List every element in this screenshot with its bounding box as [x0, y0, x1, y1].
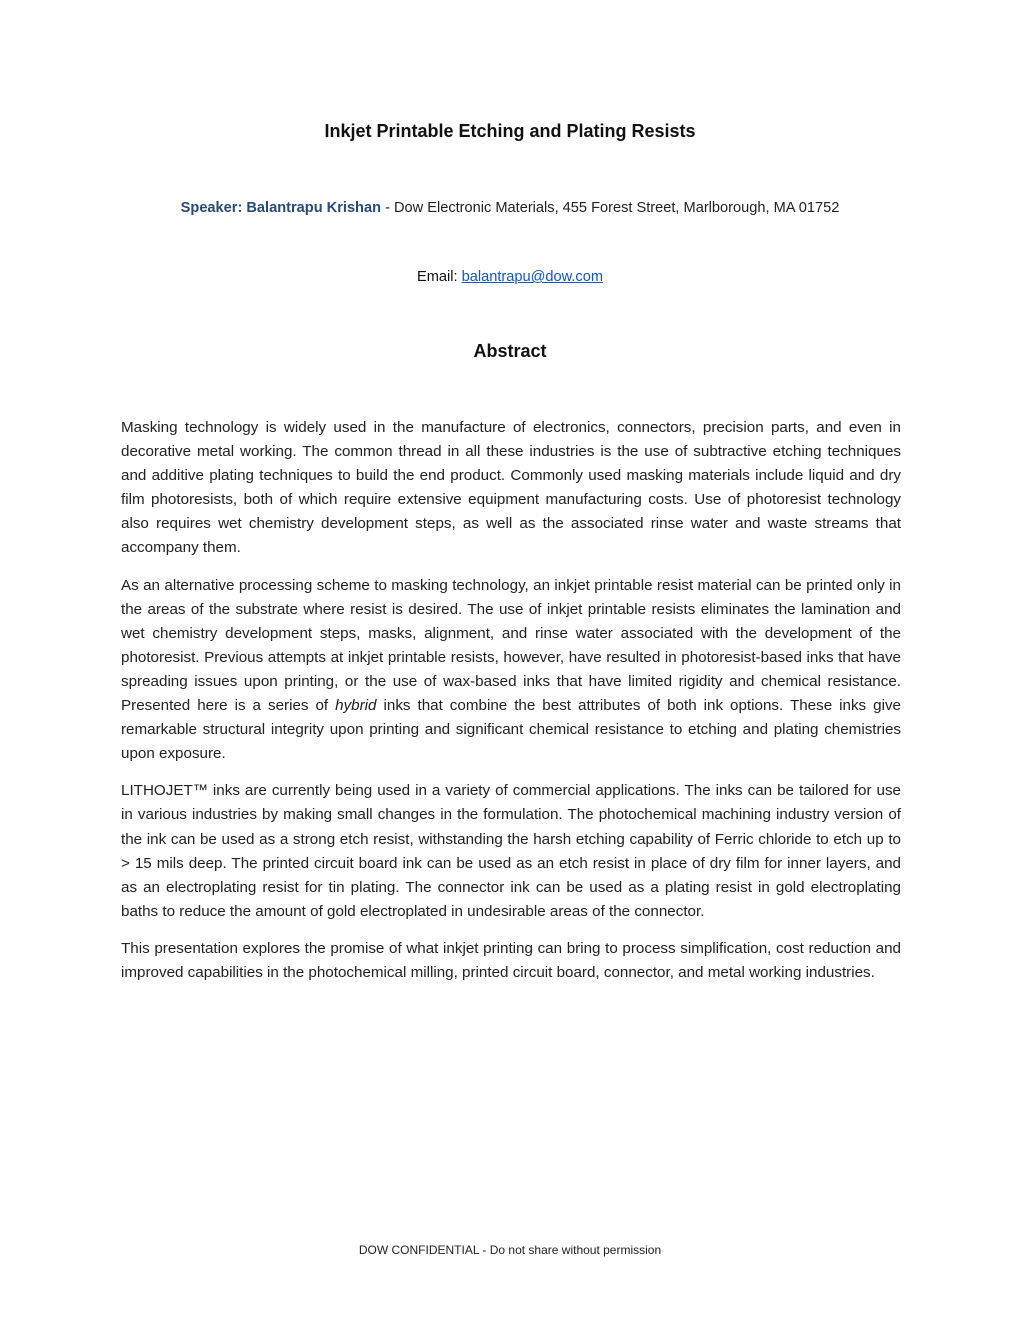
- paragraph-2-text-after: inks that combine the best attributes of both ink options. These inks give remarkable structural integrity upon printing and significant chemical resistance to etching and plating chemistries upon exposure.: [121, 697, 901, 763]
- abstract-heading: Abstract: [473, 341, 547, 361]
- email-label: Email:: [417, 269, 458, 285]
- confidential-footer: DOW CONFIDENTIAL - Do not share without permission: [358, 1243, 662, 1257]
- paragraph-2-text-before: As an alternative processing scheme to masking technology, an inkjet printable resist material can be printed only in the areas of the substrate where resist is desired. The use of inkjet printable resists eliminates the lamination and wet chemistry development steps, masks, alignment, and rinse water associated with the development of the photoresist. Previous attempts at inkjet printable resists, however, have resulted in photoresist-based inks that have spreading issues upon printing, or the use of wax-based inks that have limited rigidity and chemical resistance. Presented here is a series of: [121, 576, 901, 715]
- speaker-name: Balantrapu Krishan: [246, 200, 382, 216]
- email-link[interactable]: balantrapu@dow.com: [461, 269, 603, 285]
- abstract-paragraph-4: This presentation explores the promise of what inkjet printing can bring to process simplification, cost reduction and improved capabilities in the photochemical milling, printed circuit board, connector, and metal working industries.: [121, 939, 901, 981]
- document-title: Inkjet Printable Etching and Plating Resists: [324, 121, 696, 141]
- speaker-label: Speaker:: [180, 200, 243, 216]
- abstract-paragraph-2: [121, 574, 901, 767]
- email-line: [0, 269, 1020, 285]
- abstract-paragraph-3: LITHOJET™ inks are currently being used in a variety of commercial applications. The inks can be tailored for use in various industries by making small changes in the formulation. The photochemical machining industry version of the ink can be used as a strong etch resist, withstanding the harsh etching capability of Ferric chloride to etch up to > 15 mils deep. The printed circuit board ink can be used as an etch resist in place of dry film for inner layers, and as an electroplating resist for tin plating. The connector ink can be used as a plating resist in gold electroplating baths to reduce the amount of gold electroplated in undesirable areas of the connector.: [121, 782, 901, 920]
- paragraph-2-italic-hybrid: hybrid: [335, 697, 377, 715]
- abstract-paragraph-1: Masking technology is widely used in the manufacture of electronics, connectors, precision parts, and even in decorative metal working. The common thread in all these industries is the use of subtractive etching techniques and additive plating techniques to build the end product. Commonly used masking materials include liquid and dry film photoresists, both of which require extensive equipment manufacturing costs. Use of photoresist technology also requires wet chemistry development steps, as well as the associated rinse water and waste streams that accompany them.: [121, 419, 901, 557]
- speaker-line: [0, 200, 1020, 216]
- speaker-affiliation: - Dow Electronic Materials, 455 Forest Street, Marlborough, MA 01752: [385, 200, 840, 216]
- abstract-body: [121, 416, 901, 998]
